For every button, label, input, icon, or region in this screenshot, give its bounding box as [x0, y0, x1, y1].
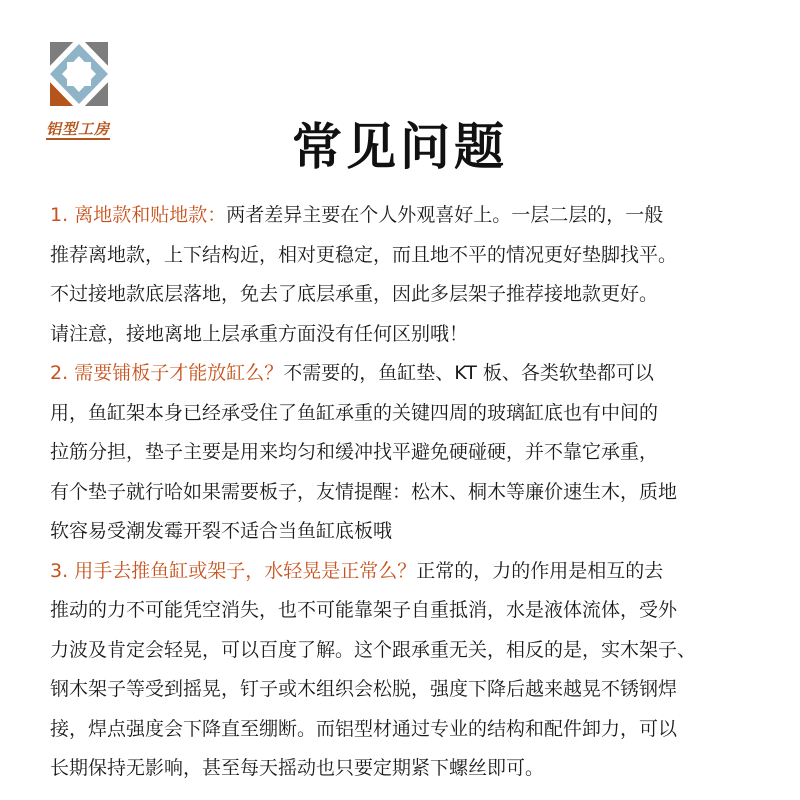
faq-content [50, 196, 770, 789]
faq-line [50, 552, 770, 592]
faq-answer-line: 不过接地款底层落地，免去了底层承重，因此多层架子推荐接地款更好。 [50, 283, 659, 305]
faq-answer-line: 请注意，接地离地上层承重方面没有任何区别哦！ [50, 322, 469, 345]
faq-answer-line: 用，鱼缸架本身已经承受住了鱼缸承重的关键四周的玻璃缸底也有中间的 [50, 401, 659, 424]
faq-answer-start: 不需要的，鱼缸垫、KT 板、各类软垫都可以 [283, 362, 654, 384]
faq-question: 用手去推鱼缸或架子，水轻晃是正常么？ [74, 559, 417, 582]
faq-item [50, 552, 770, 789]
faq-item [50, 354, 770, 552]
faq-answer-line: 推动的力不可能凭空消失，也不可能靠架子自重抵消，水是液体流体，受外 [50, 599, 678, 621]
faq-answer-start: 两者差异主要在个人外观喜好上。一层二层的，一般 [226, 204, 664, 226]
logo-text: 铝型工房 [46, 120, 111, 138]
faq-line [50, 354, 770, 394]
faq-answer-line: 有个垫子就行哈如果需要板子，友情提醒：松木、桐木等廉价速生木，质地 [50, 480, 678, 503]
faq-answer-line: 推荐离地款，上下结构近，相对更稳定，而且地不平的情况更好垫脚找平。 [50, 243, 678, 266]
faq-number: 1. [50, 204, 69, 226]
faq-question: 需要铺板子才能放缸么？ [74, 362, 284, 384]
faq-answer-line: 拉筋分担，垫子主要是用来均匀和缓冲找平避免硬碰硬，并不靠它承重， [50, 441, 659, 463]
faq-answer-line: 接，焊点强度会下降直至绷断。而铝型材通过专业的结构和配件卸力，可以 [50, 717, 678, 740]
page-title: 常见问题 [292, 118, 508, 176]
faq-number: 2. [50, 362, 69, 384]
faq-answer-start: 正常的，力的作用是相互的去 [416, 559, 664, 582]
faq-answer-line: 钢木架子等受到摇晃，钉子或木组织会松脱，强度下降后越来越晃不锈钢焊 [50, 678, 678, 700]
faq-answer-line: 软容易受潮发霉开裂不适合当鱼缸底板哦 [50, 520, 393, 542]
faq-number: 3. [50, 559, 69, 582]
faq-line [50, 196, 770, 236]
faq-item [50, 196, 770, 354]
diamond-square-logo-icon [40, 34, 120, 124]
faq-answer-line: 长期保持无影响，甚至每天摇动也只要定期紧下螺丝即可。 [50, 757, 545, 779]
faq-question: 离地款和贴地款： [74, 204, 227, 226]
faq-answer-line: 力波及肯定会轻晃，可以百度了解。这个跟承重无关，相反的是，实木架子、 [50, 638, 697, 661]
